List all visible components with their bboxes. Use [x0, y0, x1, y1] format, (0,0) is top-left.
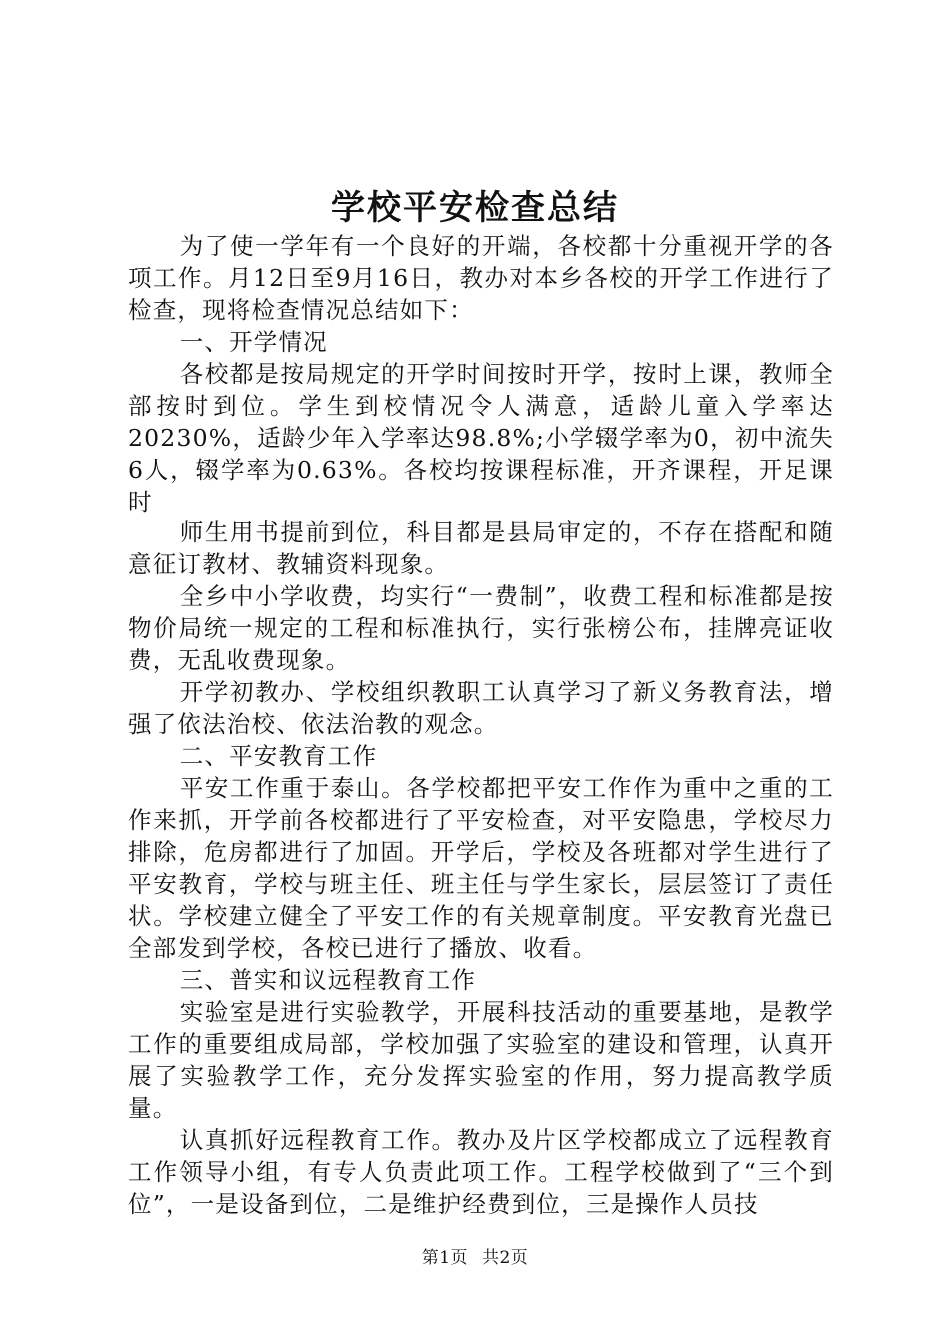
- section-heading-1: 一、开学情况: [179, 328, 328, 356]
- page-number: 第1页: [421, 1248, 469, 1268]
- paragraph-enrollment: 各校都是按局规定的开学时间按时开学，按时上课，教师全部按时到位。学生到校情况令人满意，适龄儿童入学率达20230%，适龄少年入学率达98.8%;小学辍学率为0，初中流失6人，辍学率为0.63%。各校均按课程标准，开齐课程，开足课时: [128, 360, 834, 516]
- body-block-1: [128, 230, 834, 518]
- page-total: 共2页: [481, 1248, 529, 1268]
- body-block-2: [128, 516, 834, 1220]
- paragraph-law-study: 开学初教办、学校组织教职工认真学习了新义务教育法，增强了依法治校、依法治教的观念。: [128, 678, 834, 738]
- section-heading-2: 二、平安教育工作: [179, 742, 378, 770]
- paragraph-remote-education: 认真抓好远程教育工作。教办及片区学校都成立了远程教育工作领导小组，有专人负责此项工作。工程学校做到了“三个到位”，一是设备到位，二是维护经费到位，三是操作人员技: [128, 1126, 834, 1218]
- paragraph-safety: 平安工作重于泰山。各学校都把平安工作作为重中之重的工作来抓，开学前各校都进行了平安检查，对平安隐患，学校尽力排除，危房都进行了加固。开学后，学校及各班都对学生进行了平安教育，学校与班主任、班主任与学生家长，层层签订了责任状。学校建立健全了平安工作的有关规章制度。平安教育光盘已全部发到学校，各校已进行了播放、收看。: [128, 774, 834, 962]
- page-footer: [0, 1243, 950, 1268]
- document-title: 学校平安检查总结: [331, 188, 619, 228]
- paragraph-laboratory: 实验室是进行实验教学，开展科技活动的重要基地，是教学工作的重要组成局部，学校加强了实验室的建设和管理，认真开展了实验教学工作，充分发挥实验室的作用，努力提高教学质量。: [128, 998, 834, 1122]
- section-heading-3: 三、普实和议远程教育工作: [179, 966, 477, 994]
- paragraph-textbooks: 师生用书提前到位，科目都是县局审定的，不存在搭配和随意征订教材、教辅资料现象。: [128, 518, 834, 578]
- paragraph-fees: 全乡中小学收费，均实行“一费制”，收费工程和标准都是按物价局统一规定的工程和标准执行，实行张榜公布，挂牌亮证收费，无乱收费现象。: [128, 582, 834, 674]
- paragraph-intro: 为了使一学年有一个良好的开端，各校都十分重视开学的各项工作。月12日至9月16日，教办对本乡各校的开学工作进行了检查，现将检查情况总结如下：: [128, 232, 834, 324]
